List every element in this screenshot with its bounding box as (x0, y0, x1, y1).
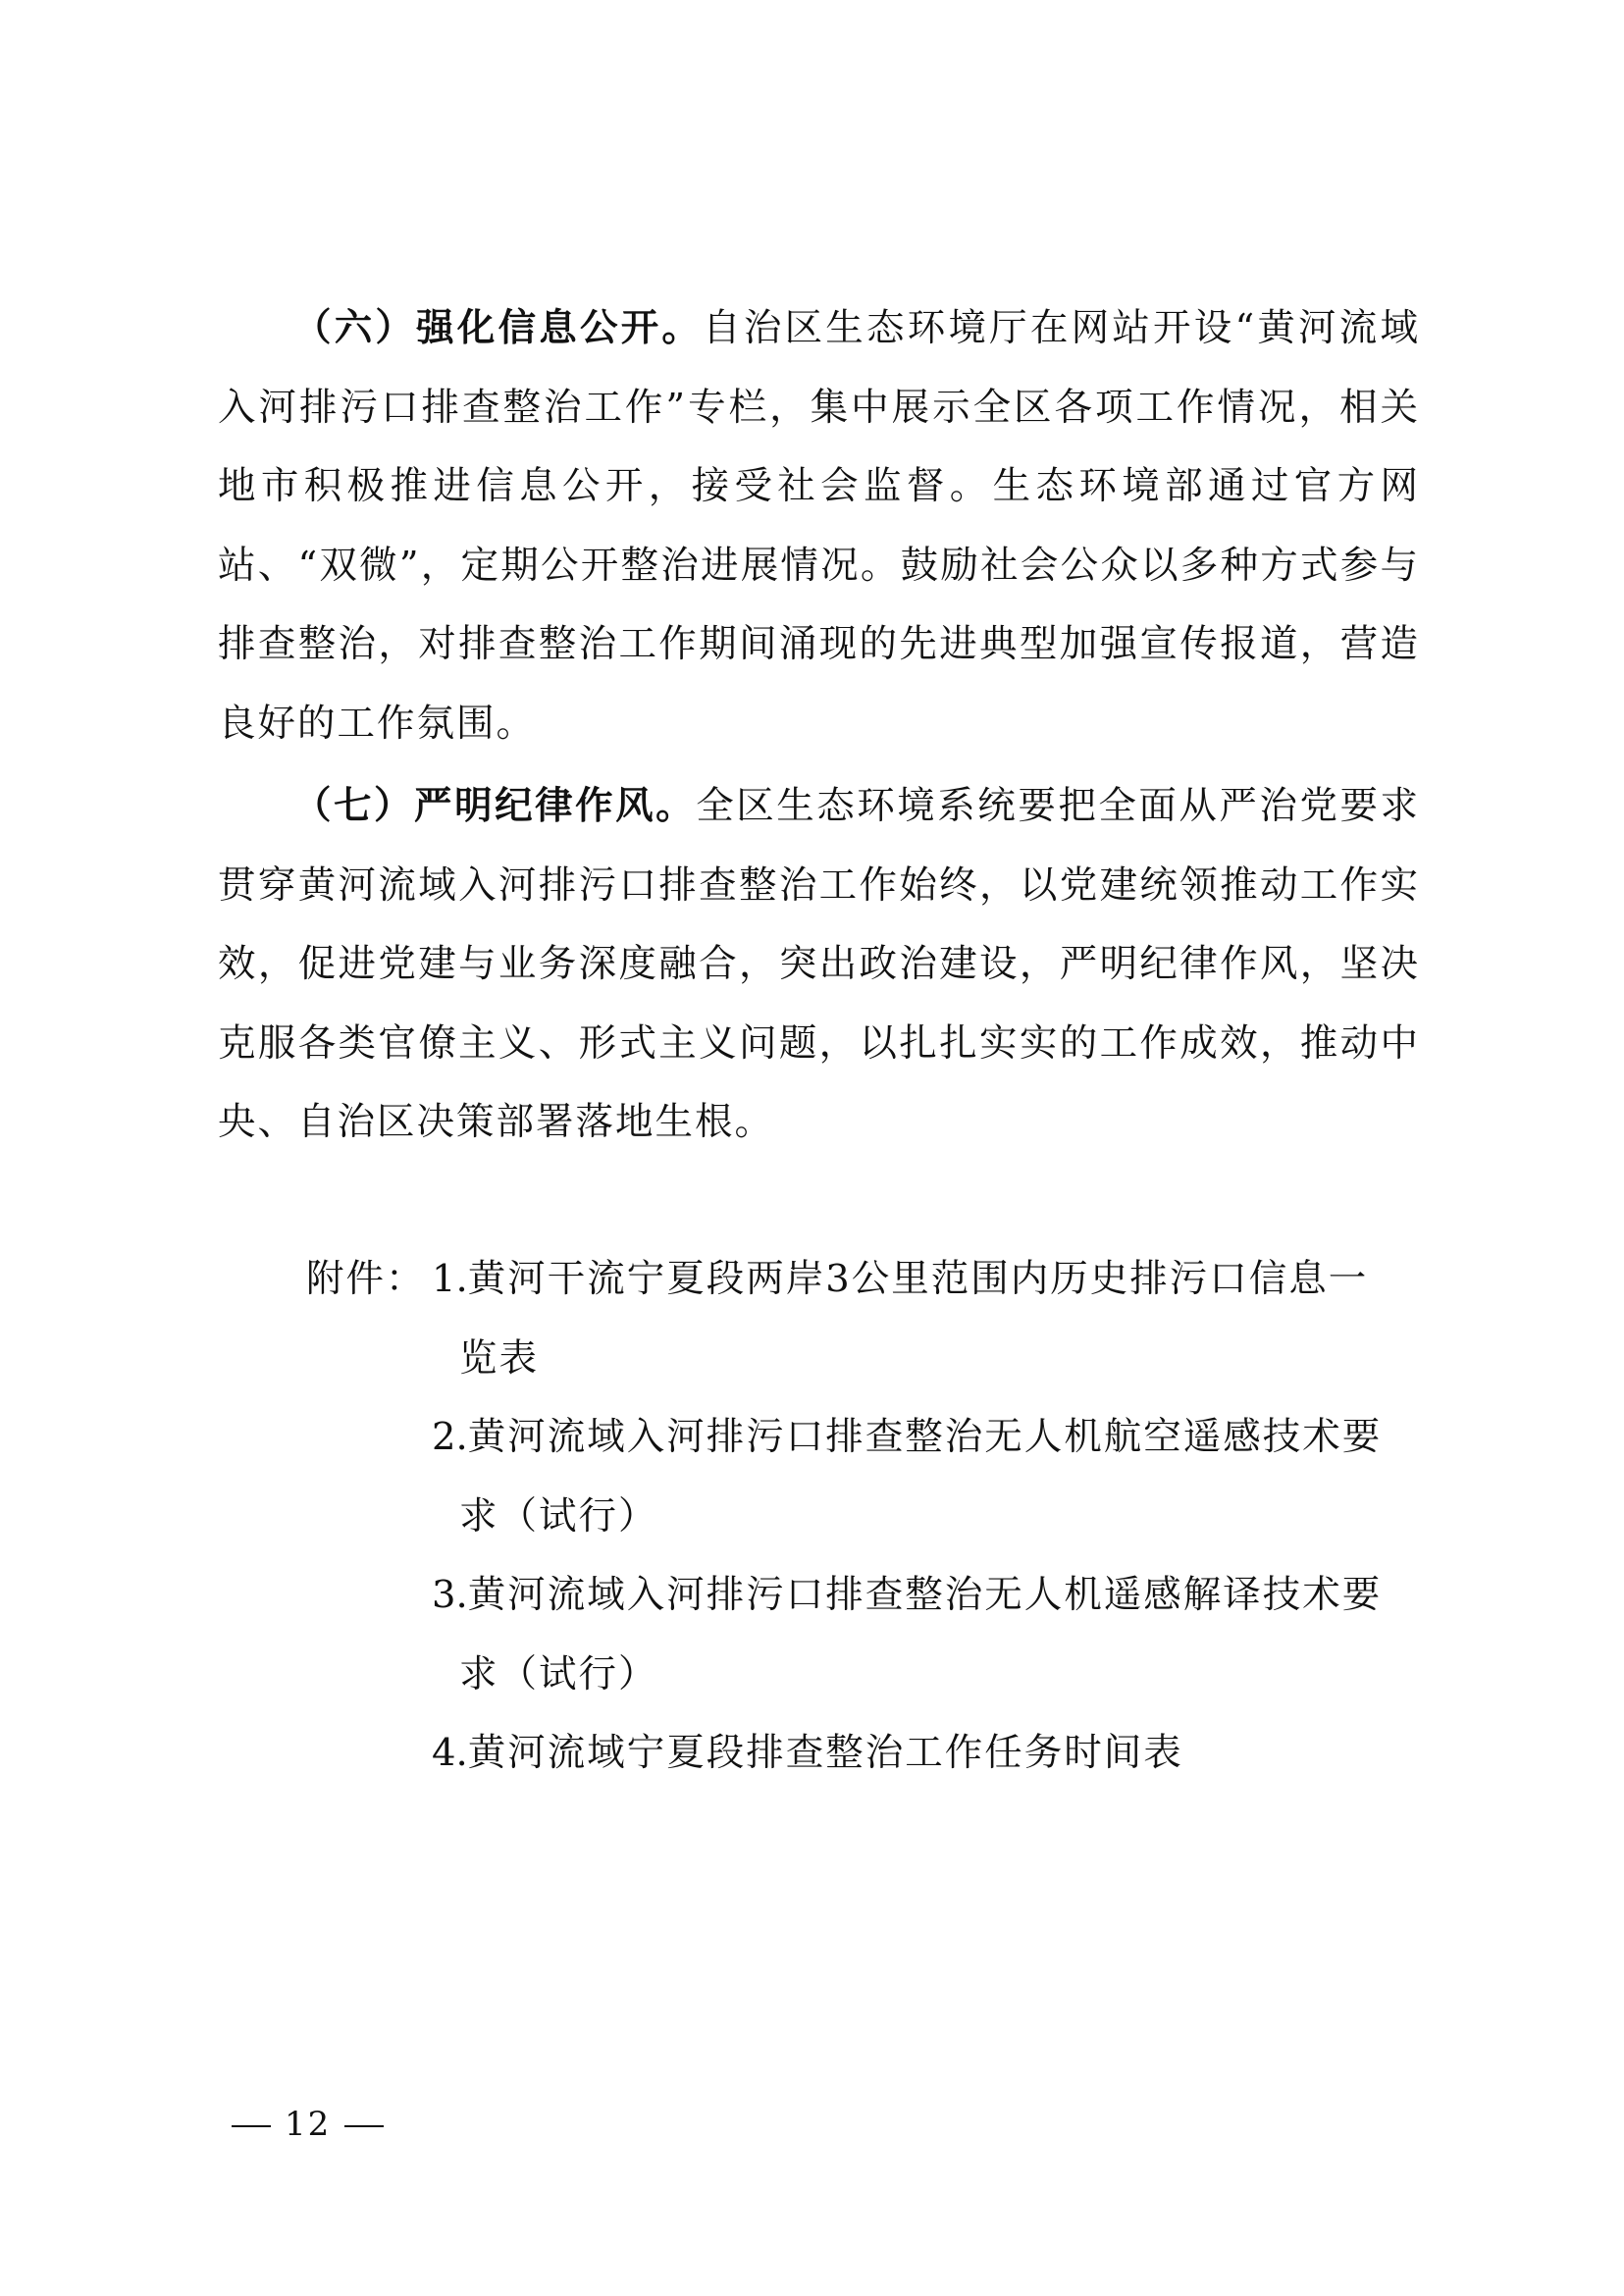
footer-dash-right (344, 2125, 384, 2127)
attachment-item (432, 1398, 1395, 1556)
attachments-list (432, 1240, 1395, 1794)
section-discipline-and-conduct (218, 767, 1420, 1163)
attachment-title: 黄河流域宁夏段排查整治工作任务时间表 (467, 1731, 1183, 1775)
attachment-item (432, 1714, 1395, 1794)
page-footer (218, 2100, 397, 2149)
attachment-item (432, 1556, 1395, 1714)
attachment-number: 4. (432, 1731, 468, 1775)
page-number: 12 (285, 2105, 332, 2144)
attachments-block (306, 1240, 1395, 1794)
section-heading: （七）严明纪律作风。 (293, 784, 697, 828)
section-body: 自治区生态环境厅在网站开设“黄河流域入河排污口排查整治工作”专栏，集中展示全区各项工作情况，相关地市积极推进信息公开，接受社会监督。生态环境部通过官方网站、“双微”，定期公开整治进展情况。鼓励社会公众以多种方式参与排查整治，对排查整治工作期间涌现的先进典型加强宣传报道，营造良好的工作氛围。 (218, 306, 1420, 746)
footer-dash-left (232, 2125, 271, 2127)
section-strengthen-information-disclosure (218, 289, 1420, 763)
section-heading: （六）强化信息公开。 (293, 306, 704, 350)
attachment-number: 1. (432, 1257, 468, 1301)
attachment-number: 2. (432, 1415, 468, 1459)
paragraph (218, 767, 1420, 1163)
attachment-number: 3. (432, 1573, 468, 1617)
attachments-label: 附件： (306, 1257, 426, 1301)
attachment-title: 黄河流域入河排污口排查整治无人机遥感解译技术要求（试行） (459, 1573, 1383, 1696)
attachment-title: 黄河干流宁夏段两岸3公里范围内历史排污口信息一览表 (459, 1257, 1369, 1381)
paragraph (218, 289, 1420, 763)
attachment-item (432, 1240, 1395, 1398)
section-body: 全区生态环境系统要把全面从严治党要求贯穿黄河流域入河排污口排查整治工作始终，以党建统领推动工作实效，促进党建与业务深度融合，突出政治建设，严明纪律作风，坚决克服各类官僚主义、形式主义问题，以扎扎实实的工作成效，推动中央、自治区决策部署落地生根。 (218, 784, 1420, 1144)
attachment-title: 黄河流域入河排污口排查整治无人机航空遥感技术要求（试行） (459, 1415, 1383, 1539)
